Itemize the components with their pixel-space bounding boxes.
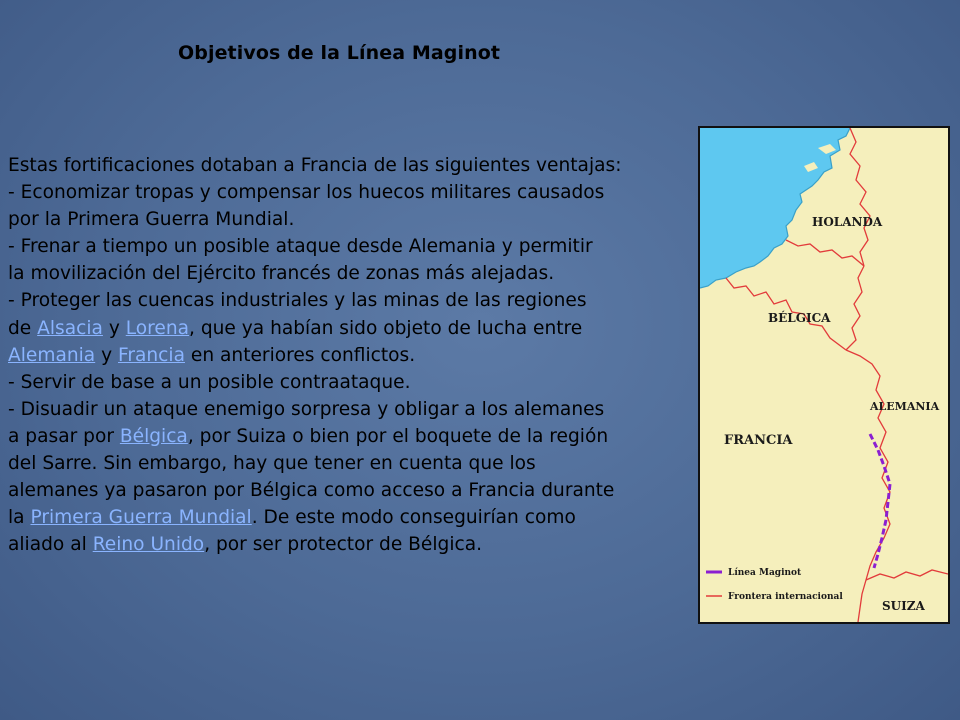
bullet-1-line-2: por la Primera Guerra Mundial. <box>8 209 295 231</box>
legend-maginot-label: Línea Maginot <box>728 568 802 578</box>
link-primera-guerra-mundial[interactable]: Primera Guerra Mundial <box>30 507 252 529</box>
link-alsacia[interactable]: Alsacia <box>37 317 103 339</box>
label-belgica: BÉLGICA <box>768 311 831 325</box>
link-lorena[interactable]: Lorena <box>125 317 189 339</box>
link-alemania[interactable]: Alemania <box>8 344 96 366</box>
label-suiza: SUIZA <box>882 599 925 613</box>
bullet-5-line-5: la Primera Guerra Mundial. De este modo conseguirían como <box>8 507 576 529</box>
label-holanda: HOLANDA <box>812 215 883 229</box>
bullet-5-line-4: alemanes ya pasaron por Bélgica como acceso a Francia durante <box>8 480 615 502</box>
map-svg <box>700 128 948 622</box>
bullet-5-line-2: a pasar por Bélgica, por Suiza o bien por el boquete de la región <box>8 425 609 447</box>
bullet-5-line-6: aliado al Reino Unido, por ser protector de Bélgica. <box>8 534 483 556</box>
label-francia: FRANCIA <box>724 433 793 448</box>
bullet-4-line: - Servir de base a un posible contraataque. <box>8 371 411 393</box>
link-francia[interactable]: Francia <box>118 344 185 366</box>
slide-body <box>8 152 708 558</box>
link-reino-unido[interactable]: Reino Unido <box>92 534 205 556</box>
bullet-5-line-3: del Sarre. Sin embargo, hay que tener en cuenta que los <box>8 453 536 475</box>
slide-title: Objetivos de la Línea Maginot <box>178 42 501 64</box>
intro-line: Estas fortificaciones dotaban a Francia de las siguientes ventajas: <box>8 155 622 176</box>
maginot-map <box>698 126 950 624</box>
label-alemania: ALEMANIA <box>870 400 940 413</box>
bullet-3-line-3: Alemania y Francia en anteriores conflictos. <box>8 344 416 366</box>
bullet-3-line-1: - Proteger las cuencas industriales y las minas de las regiones <box>8 290 587 312</box>
bullet-3-line-2: de Alsacia y Lorena, que ya habían sido objeto de lucha entre <box>8 317 583 339</box>
link-belgica[interactable]: Bélgica <box>119 425 188 447</box>
bullet-2-line-1: - Frenar a tiempo un posible ataque desde Alemania y permitir <box>8 236 593 258</box>
bullet-5-line-1: - Disuadir un ataque enemigo sorpresa y obligar a los alemanes <box>8 398 605 420</box>
bullet-2-line-2: la movilización del Ejército francés de zonas más alejadas. <box>8 263 555 285</box>
bullet-1-line-1: - Economizar tropas y compensar los huecos militares causados <box>8 182 605 204</box>
legend-frontera-label: Frontera internacional <box>728 592 843 602</box>
